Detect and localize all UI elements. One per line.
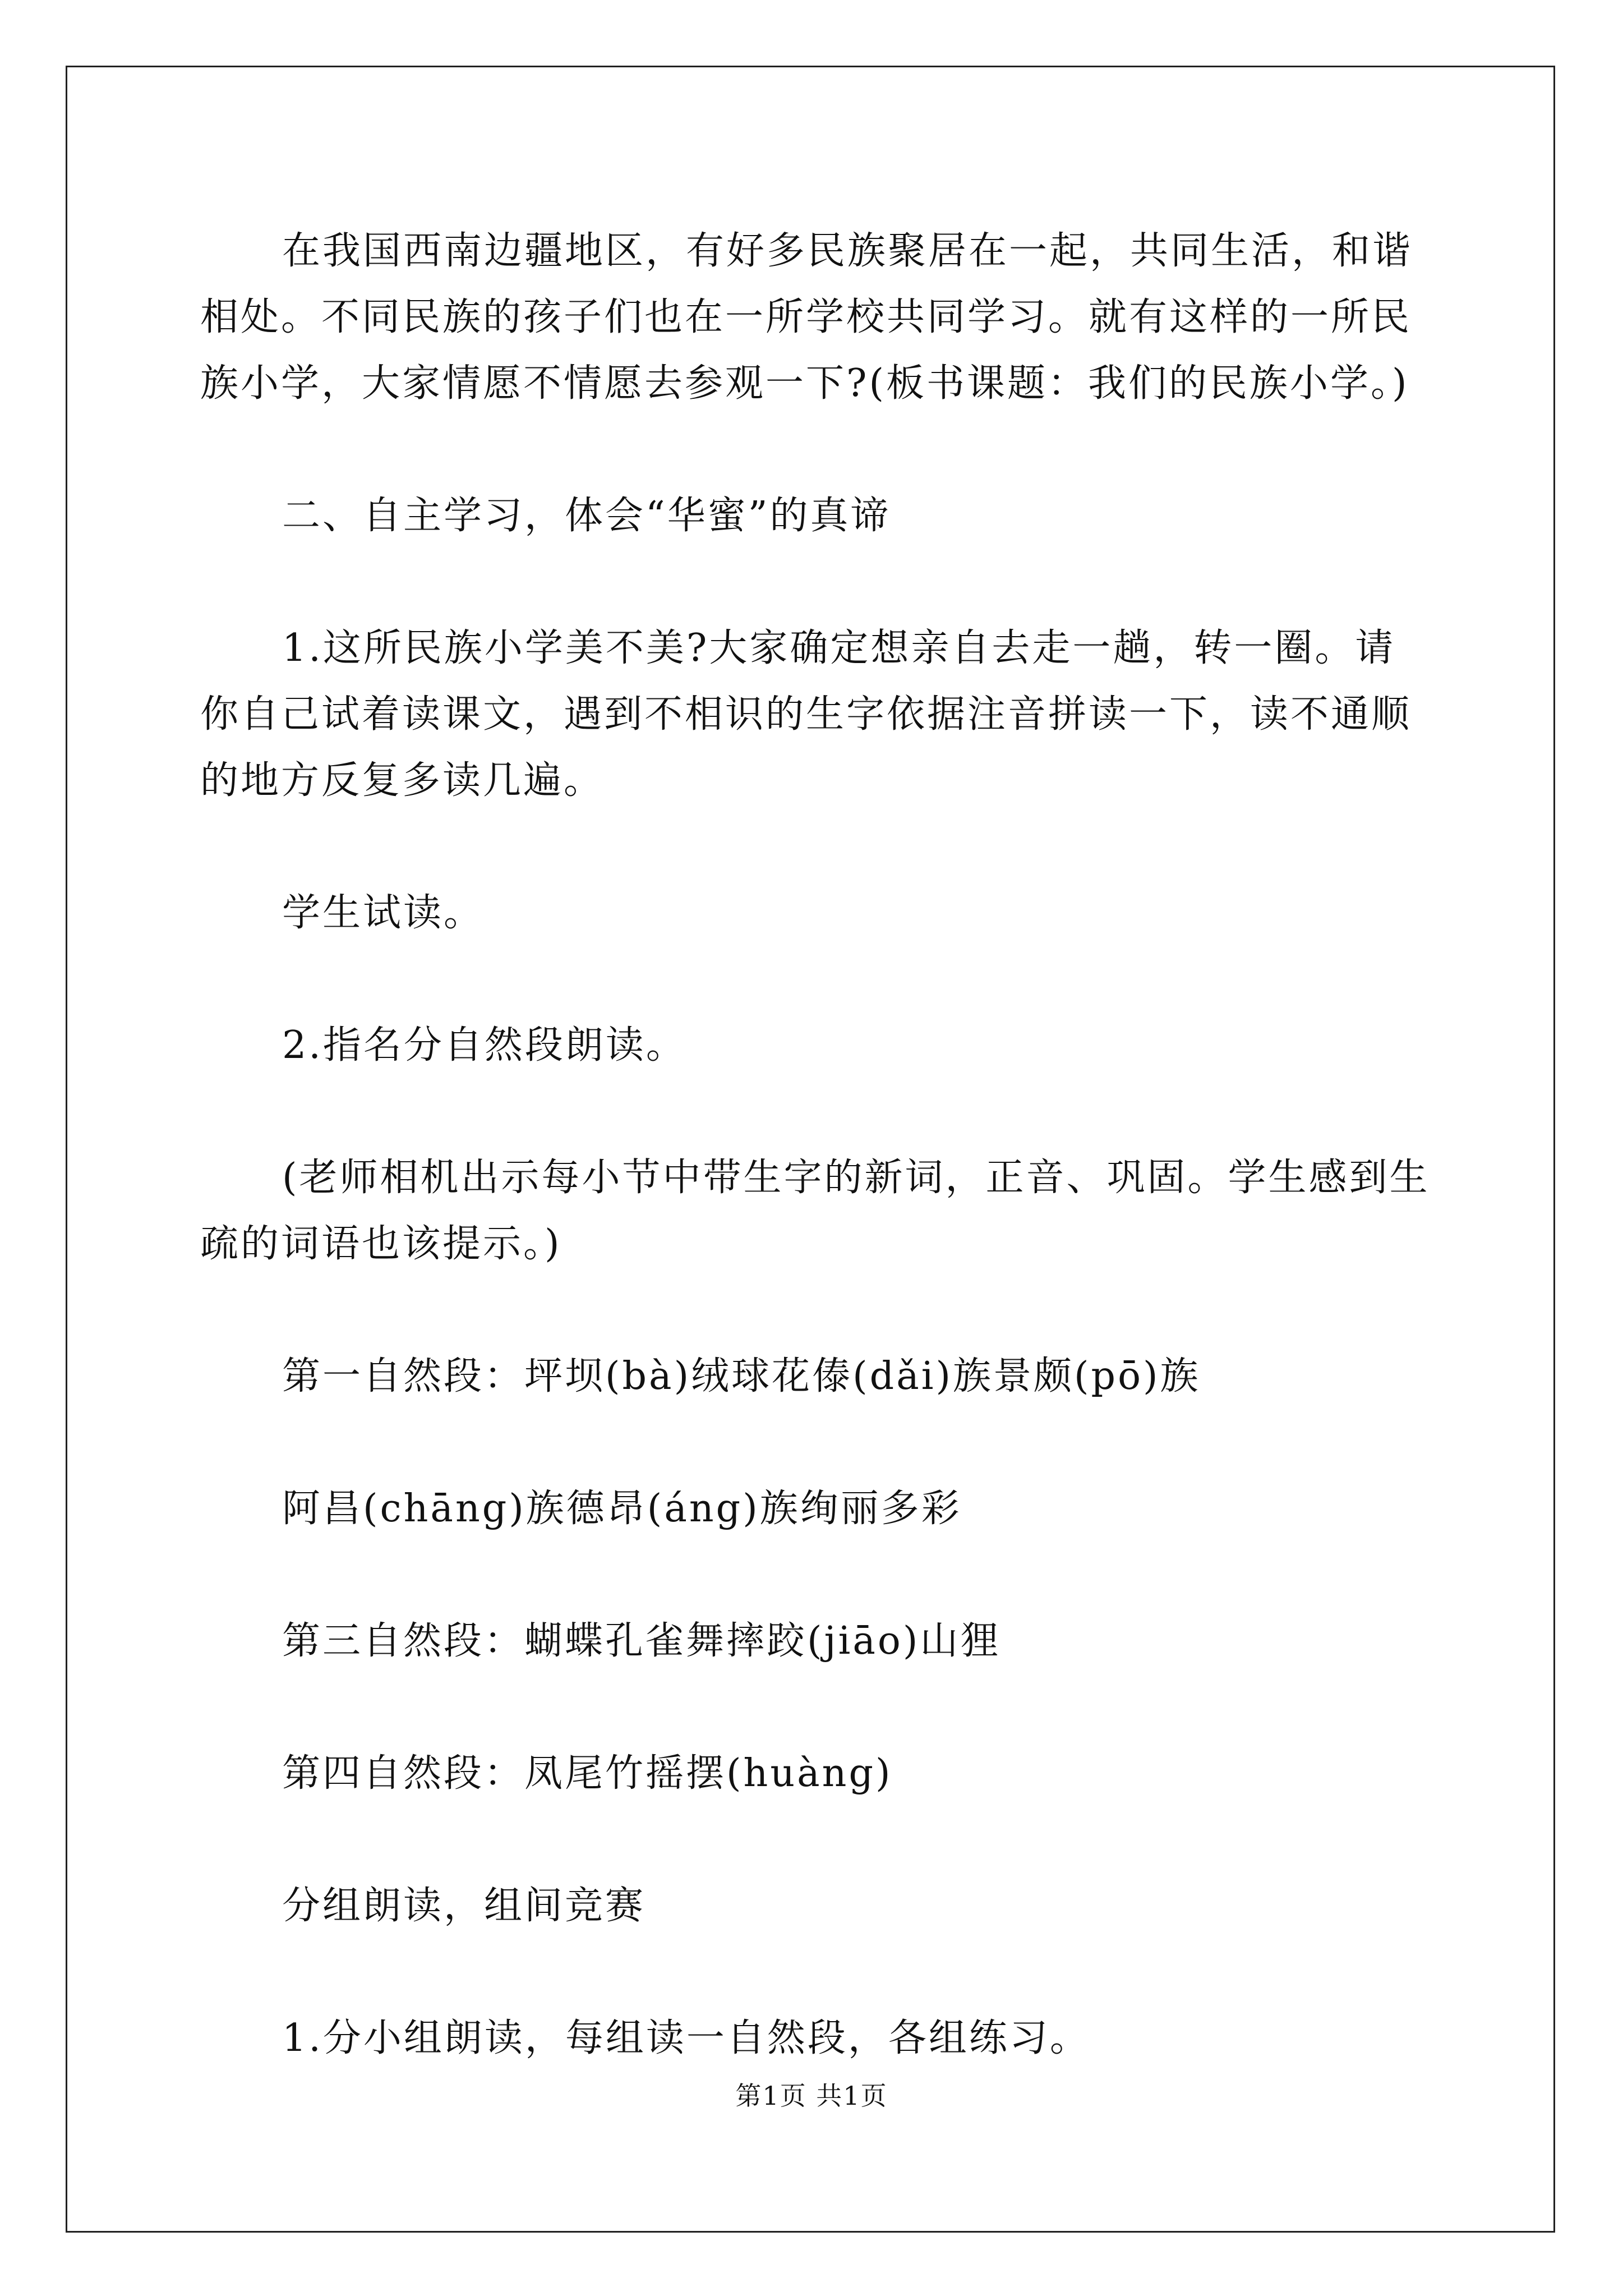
paragraph-group-reading: 分组朗读，组间竞赛 [282,1884,646,1928]
paragraph-spacer [200,1807,1434,1873]
paragraph-vocab-1: 第一自然段：坪坝(bà)绒球花傣(dǎi)族景颇(pō)族 [282,1354,1201,1398]
paragraph-vocab-4: 第四自然段：凤尾竹摇摆(huàng) [282,1751,893,1796]
paragraph-vocab-2: 阿昌(chāng)族德昂(áng)族绚丽多彩 [282,1487,962,1531]
paragraph-spacer [200,1939,1434,2005]
paragraph-students-read: 学生试读。 [282,891,485,935]
paragraph-step-1: 1.这所民族小学美不美?大家确定想亲自去走一趟，转一圈。请你自己试着读课文，遇到不相识的生字依据注音拼读一下，读不通顺的地方反复多读几遍。 [200,626,1412,803]
paragraph-spacer [200,1079,1434,1145]
paragraph-spacer [200,1410,1434,1476]
paragraph-teacher-note: (老师相机出示每小节中带生字的新词，正音、巩固。学生感到生疏的词语也该提示。) [200,1156,1430,1266]
paragraph-spacer [200,1542,1434,1608]
paragraph-intro: 在我国西南边疆地区，有好多民族聚居在一起，共同生活，和谐相处。不同民族的孩子们也在一所学校共同学习。就有这样的一所民族小学，大家情愿不情愿去参观一下?(板书课题：我们的民族小学。) [200,229,1413,406]
paragraph-group-step-1: 1.分小组朗读，每组读一自然段，各组练习。 [282,2016,1090,2060]
paragraph-spacer [200,814,1434,880]
paragraph-spacer [200,1277,1434,1343]
paragraph-spacer [200,549,1434,615]
paragraph-spacer [200,946,1434,1013]
document-body [200,218,1434,2072]
page-footer: 第1页 共1页 [735,2081,888,2111]
section-heading: 二、自主学习，体会“华蜜”的真谛 [282,494,891,538]
paragraph-step-2: 2.指名分自然段朗读。 [282,1023,686,1068]
paragraph-spacer [200,417,1434,483]
paragraph-vocab-3: 第三自然段：蝴蝶孔雀舞摔跤(jiāo)山狸 [282,1619,1001,1663]
paragraph-spacer [200,1674,1434,1741]
